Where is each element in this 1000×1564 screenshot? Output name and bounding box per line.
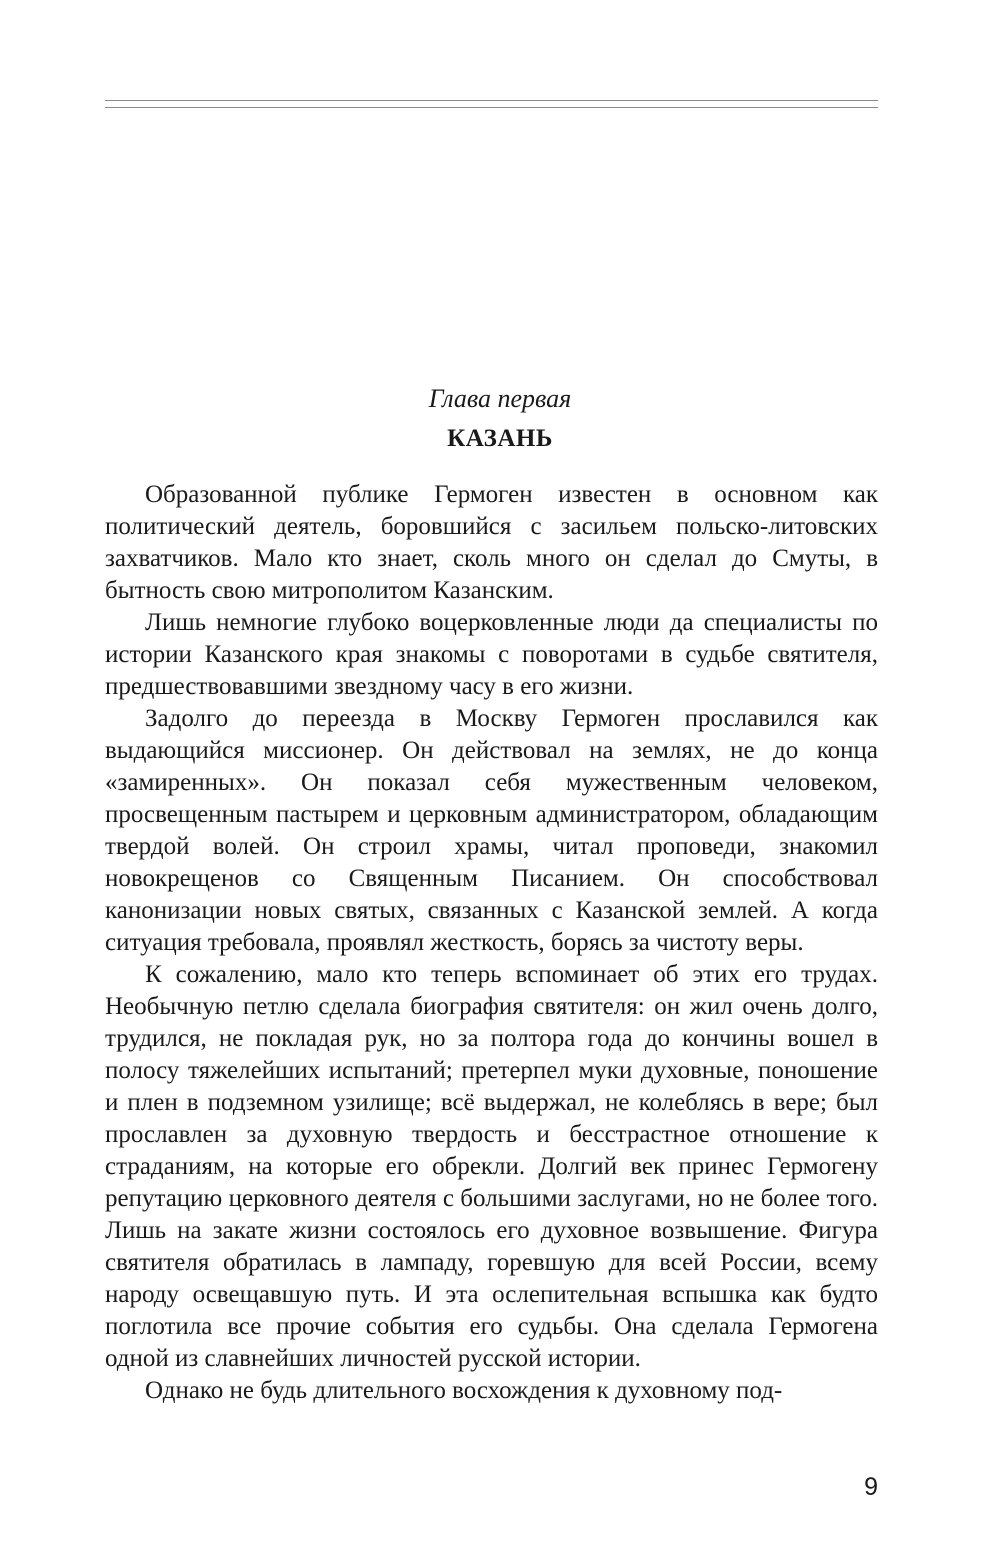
paragraph: К сожалению, мало кто теперь вспоминает об этих его трудах. Необычную петлю сделала биография святителя: он жил очень долго, трудился, не покладая рук, но за полтора года до кончины вошел в полосу тяжелейших испытаний; претерпел муки духовные, поношение и плен в подземном узилище; всё выдержал, не колеблясь в вере; был прославлен за духовную твердость и бесстрастное отношение к страданиям, на которые его обрекли. Долгий век принес Гермогену репутацию церковного деятеля с большими заслугами, но не более того. Лишь на закате жизни состоялось его духовное возвышение. Фигура святителя обратилась в лампаду, горевшую для всей России, всему народу освещавшую путь. И эта ослепительная вспышка как будто поглотила все прочие события его судьбы. Она сделала Гермогена одной из славнейших личностей русской истории. <box>105 961 878 1372</box>
paragraph: Однако не будь длительного восхождения к духовному под- <box>145 1377 783 1404</box>
chapter-title: КАЗАНЬ <box>447 425 553 452</box>
paragraph: Задолго до переезда в Москву Гермоген прославился как выдающийся миссионер. Он действовал на землях, не до конца «замиренных». Он показал себя мужественным человеком, просвещенным пастырем и церковным администратором, обладающим твердой волей. Он строил храмы, читал проповеди, знакомил новокрещенов со Священным Писанием. Он способствовал канонизации новых святых, связанных с Казанской землей. А когда ситуация требовала, проявлял жесткость, борясь за чистоту веры. <box>105 705 878 956</box>
body-text <box>105 479 878 1407</box>
header-double-rule <box>105 100 878 108</box>
page-number: 9 <box>864 1473 878 1501</box>
paragraph: Образованной публике Гермоген известен в основном как политический деятель, боровшийся с засильем польско-литовских захватчиков. Мало кто знает, сколь много он сделал до Смуты, в бытность свою митрополитом Казанским. <box>105 481 878 604</box>
paragraph: Лишь немногие глубоко воцерковленные люди да специалисты по истории Казанского края знакомы с поворотами в судьбе святителя, предшествовавшими звездному часу в его жизни. <box>105 609 878 700</box>
chapter-label: Глава первая <box>428 384 572 413</box>
